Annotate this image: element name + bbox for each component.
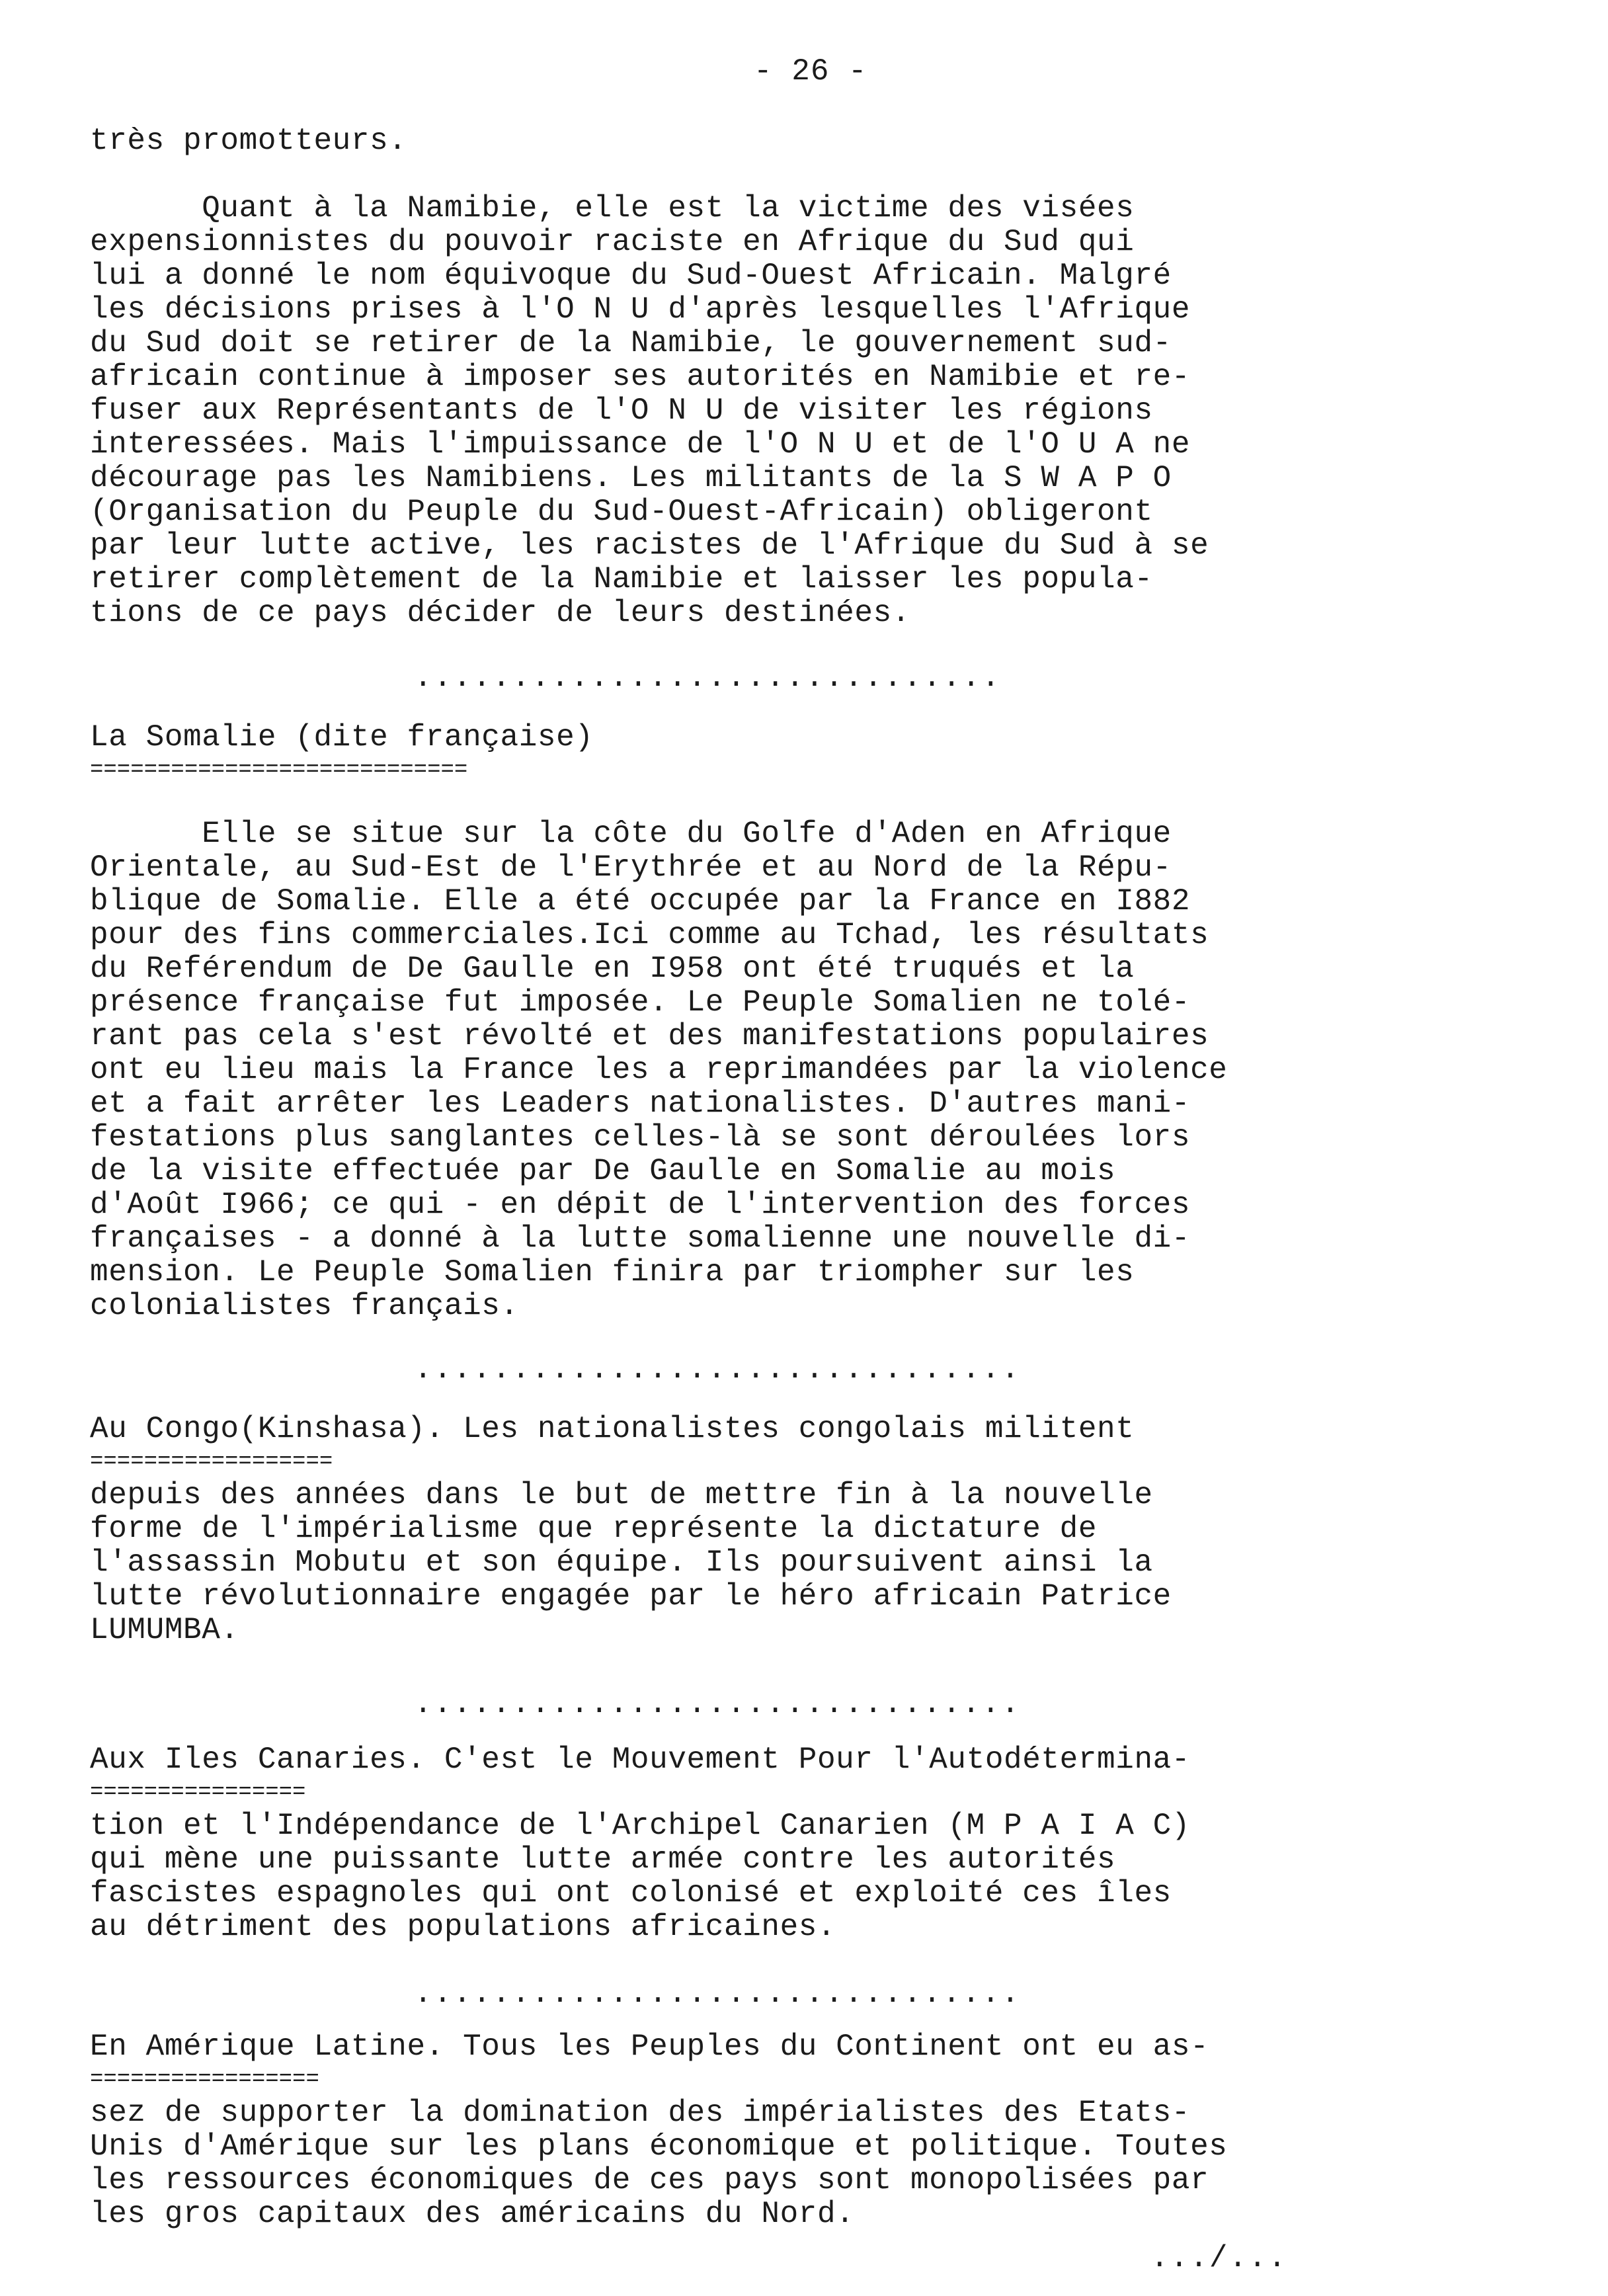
congo-paragraph — [90, 1479, 1172, 1647]
paragraph-line: colonialistes français. — [90, 1289, 519, 1323]
paragraph-line: décourage pas les Namibiens. Les militants de la S W A P O — [90, 461, 1172, 495]
paragraph-line: Elle se situe sur la côte du Golfe d'Aden en Afrique — [90, 817, 1172, 851]
paragraph-line: interessées. Mais l'impuissance de l'O N U et de l'O U A ne — [90, 427, 1191, 462]
heading-underline: ============================ — [90, 758, 468, 783]
paragraph-line: de la visite effectuée par De Gaulle en Somalie au mois — [90, 1154, 1116, 1188]
paragraph-line: lutte révolutionnaire engagée par le héro africain Patrice — [90, 1579, 1172, 1614]
heading-underline: ================ — [90, 1780, 306, 1805]
section-separator: ............................... — [414, 1687, 1021, 1721]
paragraph-line: françaises - a donné à la lutte somalienne une nouvelle di- — [90, 1221, 1191, 1256]
paragraph-line: du Sud doit se retirer de la Namibie, le gouvernement sud- — [90, 326, 1172, 360]
paragraph-line: au détriment des populations africaines. — [90, 1910, 836, 1944]
paragraph-line: pour des fins commerciales.Ici comme au Tchad, les résultats — [90, 918, 1209, 952]
section-heading-congo: Au Congo(Kinshasa). Les nationalistes congolais militent — [90, 1412, 1135, 1446]
paragraph-line: les décisions prises à l'O N U d'après lesquelles l'Afrique — [90, 292, 1191, 327]
paragraph-line: qui mène une puissante lutte armée contre les autorités — [90, 1842, 1116, 1877]
namibia-paragraph — [90, 192, 1209, 630]
lead-line: très promotteurs. — [90, 124, 407, 158]
paragraph-line: fascistes espagnoles qui ont colonisé et exploité ces îles — [90, 1876, 1172, 1910]
paragraph-line: depuis des années dans le but de mettre fin à la nouvelle — [90, 1478, 1153, 1512]
section-heading-canaries: Aux Iles Canaries. C'est le Mouvement Pour l'Autodétermina- — [90, 1742, 1191, 1777]
paragraph-line: lui a donné le nom équivoque du Sud-Ouest Africain. Malgré — [90, 259, 1172, 293]
section-separator: ............................... — [414, 1977, 1021, 2011]
paragraph-line: LUMUMBA. — [90, 1613, 239, 1647]
heading-underline: ================== — [90, 1450, 333, 1475]
paragraph-line: sez de supporter la domination des impérialistes des Etats- — [90, 2096, 1191, 2130]
heading-underline: ================= — [90, 2067, 319, 2092]
section-heading-amerique: En Amérique Latine. Tous les Peuples du Continent ont eu as- — [90, 2030, 1209, 2064]
paragraph-line: (Organisation du Peuple du Sud-Ouest-Africain) obligeront — [90, 495, 1153, 529]
paragraph-line: Quant à la Namibie, elle est la victime des visées — [90, 191, 1135, 226]
paragraph-line: et a fait arrêter les Leaders nationalistes. D'autres mani- — [90, 1086, 1191, 1121]
paragraph-line: Unis d'Amérique sur les plans économique et politique. Toutes — [90, 2129, 1228, 2164]
paragraph-line: tions de ce pays décider de leurs destinées. — [90, 596, 910, 630]
paragraph-line: les gros capitaux des américains du Nord. — [90, 2197, 855, 2231]
paragraph-line: festations plus sanglantes celles-là se sont déroulées lors — [90, 1120, 1191, 1155]
amerique-paragraph — [90, 2096, 1227, 2231]
section-separator: ............................... — [414, 1352, 1021, 1387]
paragraph-line: expensionnistes du pouvoir raciste en Afrique du Sud qui — [90, 225, 1135, 259]
paragraph-line: ont eu lieu mais la France les a reprimandées par la violence — [90, 1053, 1228, 1087]
paragraph-line: par leur lutte active, les racistes de l'Afrique du Sud à se — [90, 528, 1209, 563]
canaries-paragraph — [90, 1809, 1190, 1944]
paragraph-line: du Reférendum de De Gaulle en I958 ont été truqués et la — [90, 952, 1135, 986]
section-separator: .............................. — [414, 661, 1002, 695]
paragraph-line: les ressources économiques de ces pays sont monopolisées par — [90, 2163, 1209, 2197]
paragraph-line: africain continue à imposer ses autorités en Namibie et re- — [90, 360, 1191, 394]
paragraph-line: Orientale, au Sud-Est de l'Erythrée et au Nord de la Répu- — [90, 850, 1172, 885]
section-heading-somalie: La Somalie (dite française) — [90, 720, 594, 755]
paragraph-line: blique de Somalie. Elle a été occupée par la France en I882 — [90, 884, 1191, 919]
paragraph-line: tion et l'Indépendance de l'Archipel Canarien (M P A I A C) — [90, 1809, 1191, 1843]
paragraph-line: mension. Le Peuple Somalien finira par triompher sur les — [90, 1255, 1135, 1290]
paragraph-line: retirer complètement de la Namibie et laisser les popula- — [90, 562, 1153, 596]
paragraph-line: l'assassin Mobutu et son équipe. Ils poursuivent ainsi la — [90, 1545, 1153, 1580]
somalie-paragraph — [90, 817, 1227, 1323]
continuation-mark: .../... — [1150, 2241, 1288, 2276]
paragraph-line: forme de l'impérialisme que représente la dictature de — [90, 1512, 1098, 1546]
paragraph-line: d'Août I966; ce qui - en dépit de l'intervention des forces — [90, 1188, 1191, 1222]
paragraph-line: présence française fut imposée. Le Peuple Somalien ne tolé- — [90, 985, 1191, 1020]
paragraph-line: rant pas cela s'est révolté et des manifestations populaires — [90, 1019, 1209, 1053]
paragraph-line: fuser aux Représentants de l'O N U de visiter les régions — [90, 393, 1153, 428]
page-number: - 26 - — [754, 54, 867, 89]
